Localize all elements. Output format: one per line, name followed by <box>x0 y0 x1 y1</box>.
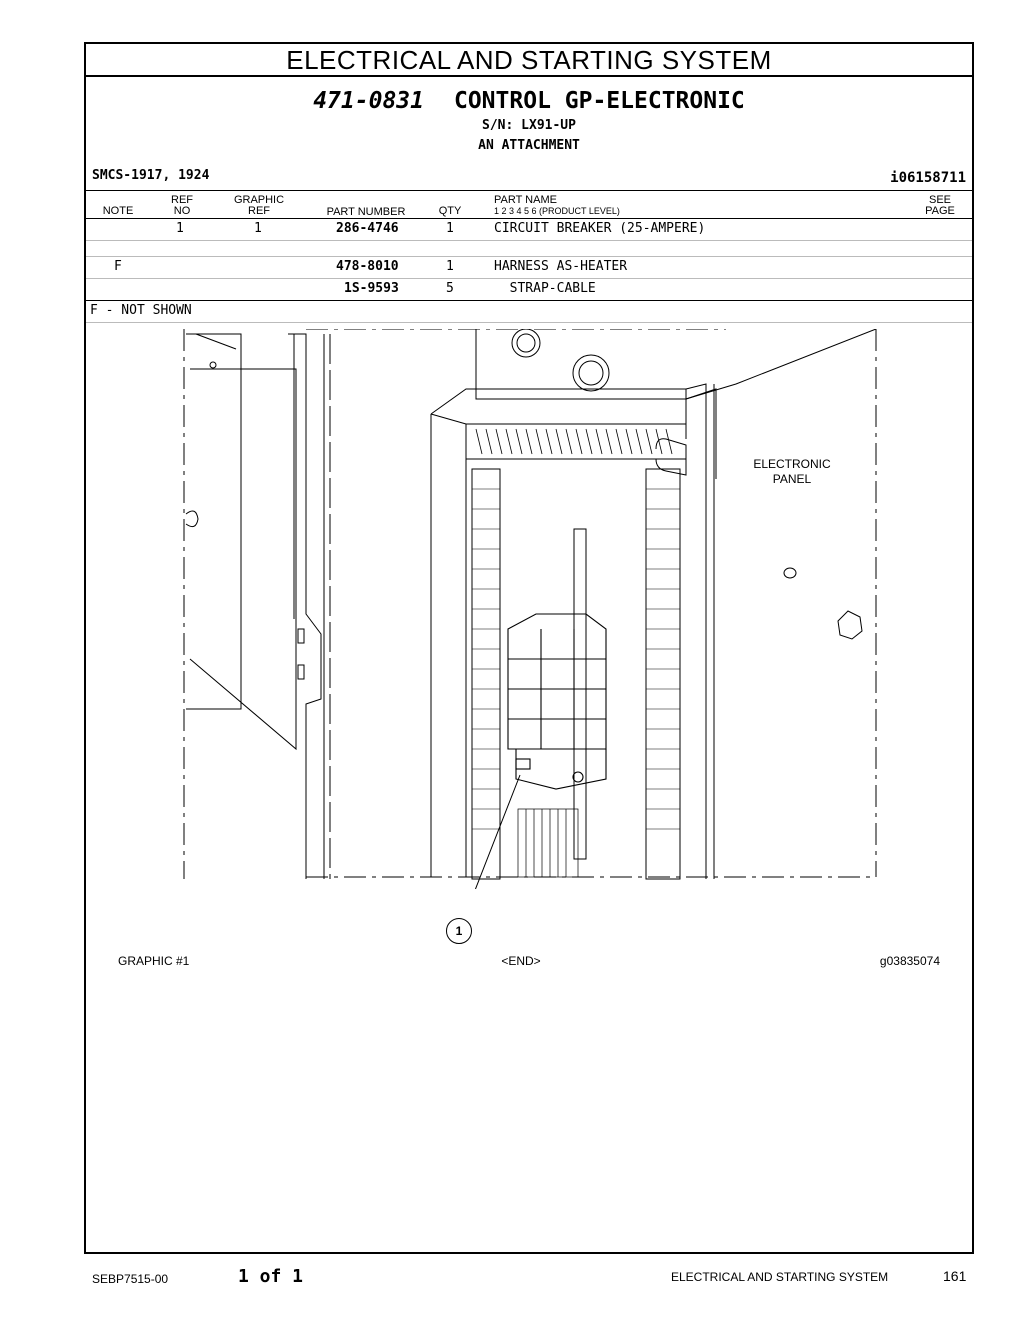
row-rule <box>86 240 972 241</box>
illustration-id: i06158711 <box>890 170 966 186</box>
row2-part-number: 478-8010 <box>336 259 399 274</box>
footer-doc-number: SEBP7515-00 <box>92 1272 169 1286</box>
notes-legend: F - NOT SHOWN <box>90 303 192 318</box>
row-rule <box>86 278 972 279</box>
row1-qty: 1 <box>446 221 454 236</box>
attachment-label: AN ATTACHMENT <box>478 138 580 153</box>
col-ref-no-bottom: NO <box>173 205 191 217</box>
col-part-name: PART NAME <box>494 194 557 206</box>
panel-label-line1: ELECTRONIC <box>753 457 831 471</box>
electronic-panel-drawing <box>86 329 972 889</box>
graphic-caption-right: g03835074 <box>879 954 940 968</box>
row-rule <box>86 300 972 301</box>
serial-number: S/N: LX91-UP <box>482 118 576 133</box>
graphic-caption-center: <END> <box>501 954 541 968</box>
col-graphic-ref-top: GRAPHIC <box>233 194 285 206</box>
col-product-level: 1 2 3 4 5 6 (PRODUCT LEVEL) <box>494 206 620 216</box>
col-part-number: PART NUMBER <box>326 206 406 218</box>
callout-bubble: 1 <box>446 918 472 944</box>
row-rule <box>86 256 972 257</box>
row3-part-number: 1S-9593 <box>344 281 399 296</box>
row1-part-number: 286-4746 <box>336 221 399 236</box>
header-rule <box>86 190 972 191</box>
footer-section: ELECTRICAL AND STARTING SYSTEM <box>671 1270 889 1284</box>
col-ref-no-top: REF <box>171 194 193 206</box>
row2-qty: 1 <box>446 259 454 274</box>
col-see-page-top: SEE <box>928 194 951 206</box>
row2-part-name: HARNESS AS-HEATER <box>494 259 628 274</box>
legend-rule <box>86 322 972 323</box>
smcs-code: SMCS-1917, 1924 <box>92 168 210 183</box>
section-title: ELECTRICAL AND STARTING SYSTEM <box>86 44 972 77</box>
row1-ref-no: 1 <box>176 221 184 236</box>
footer-page-number: 161 <box>943 1268 967 1284</box>
row1-graphic-ref: 1 <box>254 221 262 236</box>
row2-note: F <box>114 259 122 274</box>
footer-page-of: 1 of 1 <box>238 1266 304 1287</box>
panel-label-line2: PANEL <box>772 472 812 486</box>
row3-part-name: STRAP-CABLE <box>494 281 596 296</box>
row1-part-name: CIRCUIT BREAKER (25-AMPERE) <box>494 221 706 236</box>
column-header-rule <box>86 218 972 219</box>
group-number: 471-0831 <box>313 88 424 114</box>
graphic-caption-left: GRAPHIC #1 <box>118 954 190 968</box>
col-qty: QTY <box>438 205 462 217</box>
page-frame <box>84 42 974 1254</box>
col-note: NOTE <box>102 205 134 217</box>
group-heading <box>86 88 972 114</box>
col-graphic-ref-bottom: REF <box>248 205 270 217</box>
col-see-page-bottom: PAGE <box>925 205 955 217</box>
group-name: CONTROL GP-ELECTRONIC <box>453 88 745 114</box>
row3-qty: 5 <box>446 281 454 296</box>
